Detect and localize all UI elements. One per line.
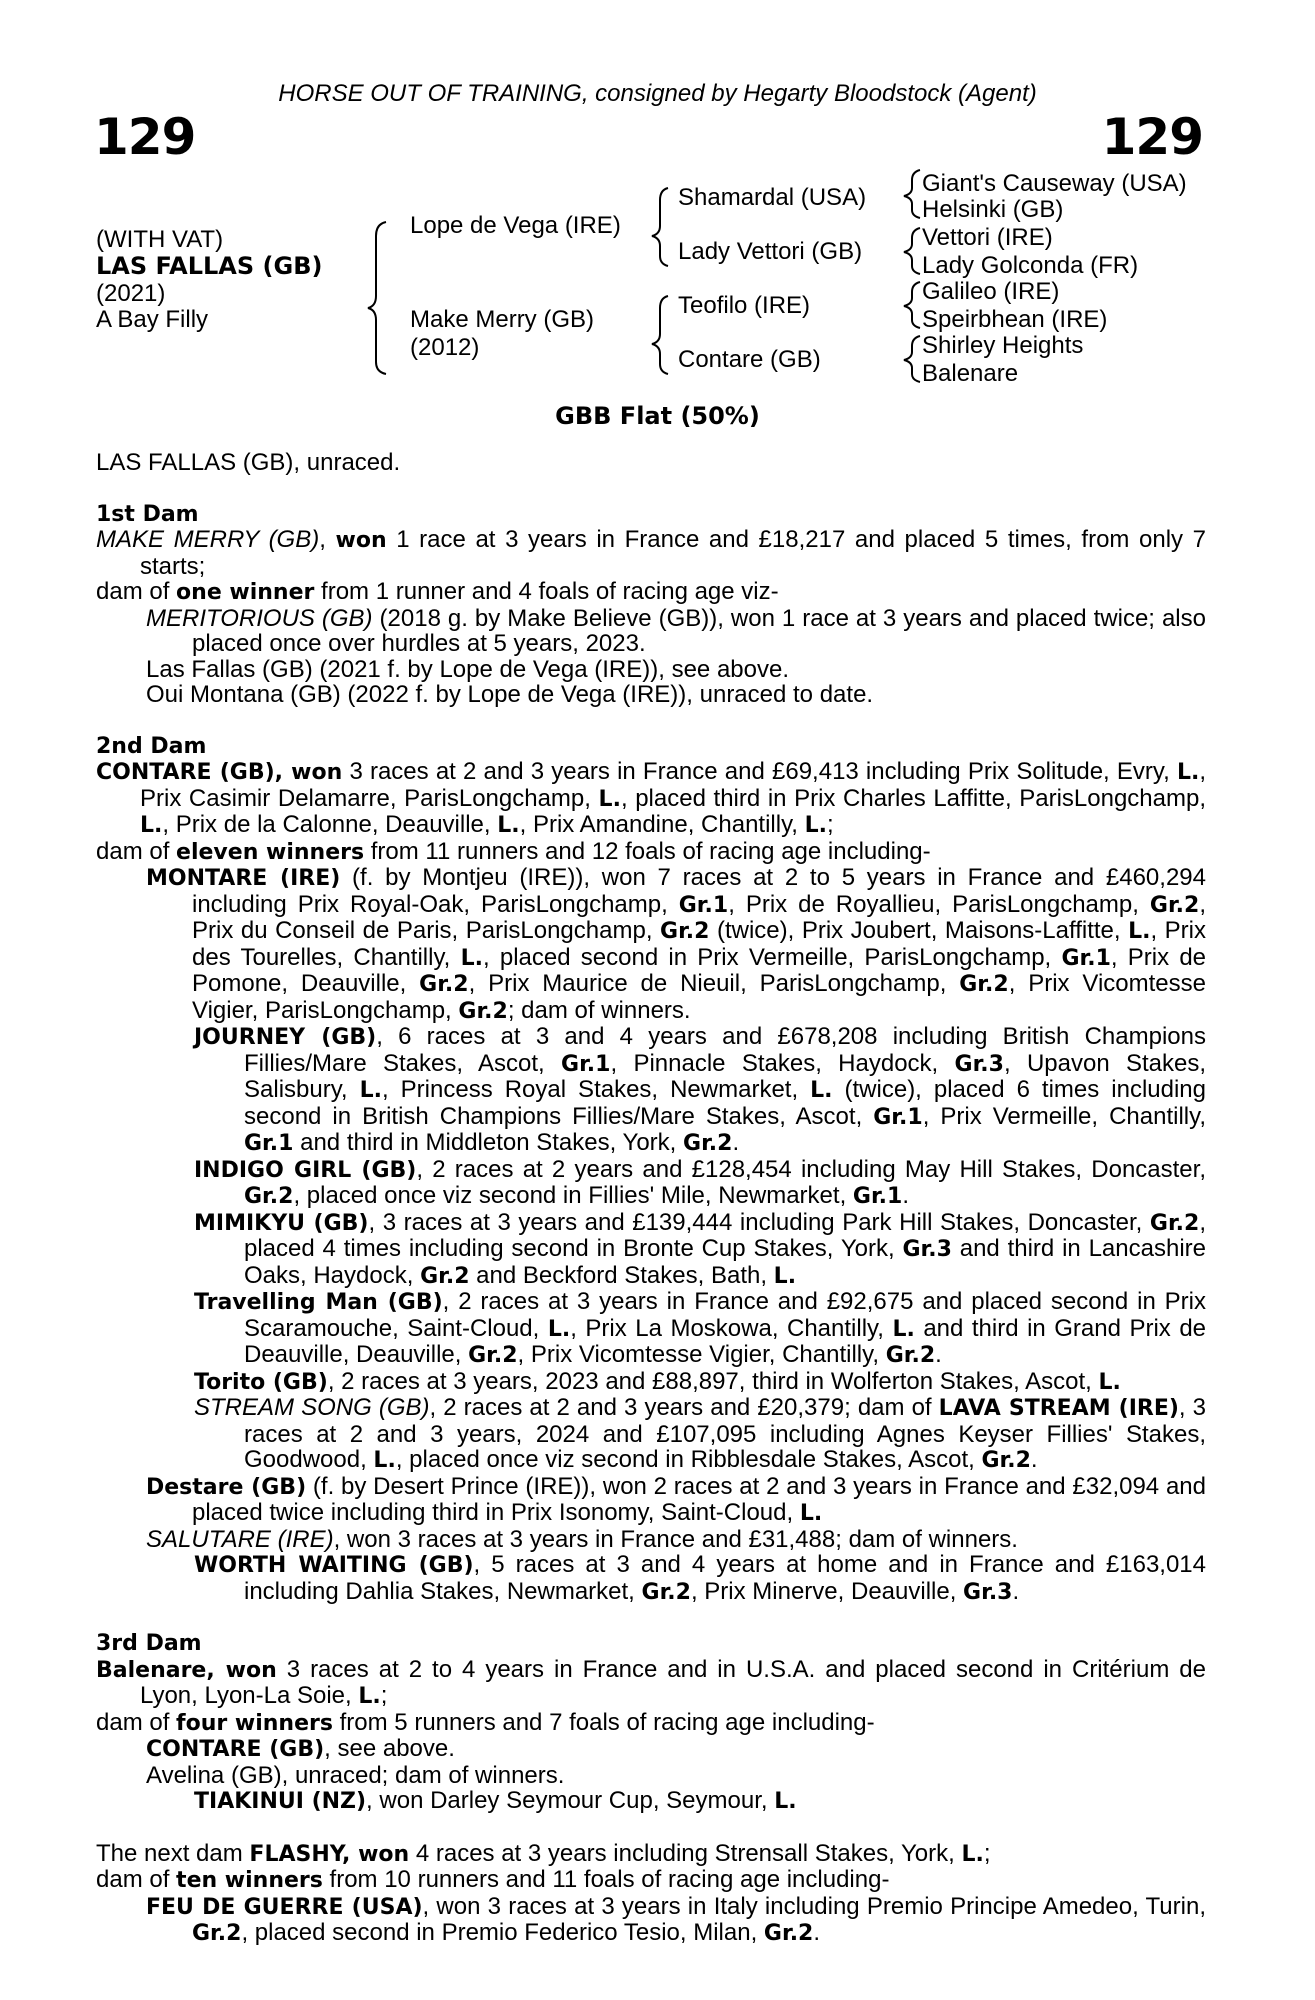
first-dam-entry: MAKE MERRY (GB), won 1 race at 3 years in France and £18,217 and placed 5 times, from only 7 starts; (96, 526, 1207, 580)
third-dam-title: 3rd Dam (96, 1631, 202, 1656)
produce-indigo-girl: INDIGO GIRL (GB), 2 races at 2 years and £128,454 including May Hill Stakes, Doncaster, Gr.2, placed once viz second in Fillies' Mile, Newmarket, Gr.1. (194, 1155, 1206, 1209)
produce-torito: Torito (GB), 2 races at 3 years, 2023 and £88,897, third in Wolferton Stakes, Ascot, L. (194, 1367, 1121, 1395)
next-dam-entry: The next dam FLASHY, won 4 races at 3 years including Strensall Stakes, York, L.; (96, 1839, 991, 1867)
second-dam-title: 2nd Dam (96, 733, 207, 759)
produce-montare: MONTARE (IRE) (f. by Montjeu (IRE)), won 7 races at 2 to 5 years in France and £460,294 including Prix Royal-Oak, ParisLongchamp, Gr.1, Prix de Royallieu, ParisLongchamp, Gr.2, Prix du Conseil de Paris, ParisLongchamp, Gr.2 (twice), Prix Joubert, Maisons-Laffitte, L., Prix des Tourelles, Chantilly, L., placed second in Prix Vermeille, ParisLongchamp, Gr.1, Prix de Pomone, Deauville, Gr.2, Prix Maurice de Nieuil, ParisLongchamp, Gr.2, Prix Vicomtesse Vigier, ParisLongchamp, Gr.2; dam of winners. (146, 864, 1207, 1024)
vat-note: (WITH VAT) (96, 226, 224, 253)
consignor-heading: HORSE OUT OF TRAINING, consigned by Hegarty Bloodstock (Agent) (278, 80, 1037, 107)
produce-salutare: SALUTARE (IRE), won 3 races at 3 years in France and £31,488; dam of winners. (146, 1525, 1018, 1553)
produce-tiakinui: TIAKINUI (NZ), won Darley Seymour Cup, Seymour, L. (194, 1787, 797, 1814)
grandsire-7: Shirley Heights (922, 332, 1084, 359)
dam-year: (2012) (410, 334, 480, 361)
sire-sire: Shamardal (USA) (678, 184, 867, 211)
produce-avelina: Avelina (GB), unraced; dam of winners. (146, 1761, 565, 1789)
produce-travelling-man: Travelling Man (GB), 2 races at 3 years in France and £92,675 and placed second in Prix Scaramouche, Saint-Cloud, L., Prix La Moskowa, Chantilly, L. and third in Grand Prix de Deauville, Deauville, Gr.2, Prix Vicomtesse Vigier, Chantilly, Gr.2. (194, 1288, 1207, 1368)
sire: Lope de Vega (IRE) (410, 212, 621, 239)
produce-destare: Destare (GB) (f. by Desert Prince (IRE)), won 2 races at 2 and 3 years in France and £32,094 and placed twice including third in Prix Isonomy, Saint-Cloud, L. (146, 1472, 1206, 1526)
grandsire-1: Giant's Causeway (USA) (922, 170, 1187, 197)
intro-line: LAS FALLAS (GB), unraced. (96, 449, 401, 476)
produce-oui-montana: Oui Montana (GB) (2022 f. by Lope de Vega (IRE)), unraced to date. (146, 681, 874, 708)
dam-sire: Teofilo (IRE) (678, 292, 811, 319)
granddam-8: Balenare (922, 360, 1019, 387)
lot-number-right: 129 (1101, 108, 1203, 166)
third-dam-produce-summary: dam of four winners from 5 runners and 7 foals of racing age including- (96, 1708, 875, 1736)
dam-dam: Contare (GB) (678, 346, 821, 373)
sire-dam: Lady Vettori (GB) (678, 238, 863, 265)
next-dam-produce-summary: dam of ten winners from 10 runners and 11 foals of racing age including- (96, 1866, 890, 1893)
produce-contare: CONTARE (GB), see above. (146, 1735, 455, 1762)
grandsire-5: Galileo (IRE) (922, 278, 1060, 305)
produce-journey: JOURNEY (GB), 6 races at 3 and 4 years and £678,208 including British Champions Fillies/Mare Stakes, Ascot, Gr.1, Pinnacle Stakes, Haydock, Gr.3, Upavon Stakes, Salisbury, L., Princess Royal Stakes, Newmarket, L. (twice), placed 6 times including second in British Champions Fillies/Mare Stakes, Ascot, Gr.1, Prix Vermeille, Chantilly, Gr.1 and third in Middleton Stakes, York, Gr.2. (194, 1023, 1207, 1156)
produce-stream-song: STREAM SONG (GB), 2 races at 2 and 3 years and £20,379; dam of LAVA STREAM (IRE), 3 races at 2 and 3 years, 2024 and £107,095 including Agnes Keyser Fillies' Stakes, Goodwood, L., placed once viz second in Ribblesdale Stakes, Ascot, Gr.2. (194, 1394, 1207, 1473)
grandsire-3: Vettori (IRE) (922, 224, 1053, 251)
dam: Make Merry (GB) (410, 306, 595, 333)
third-dam-entry: Balenare, won 3 races at 2 to 4 years in France and in U.S.A. and placed second in Critérium de Lyon, Lyon-La Soie, L.; (96, 1655, 1206, 1709)
granddam-2: Helsinki (GB) (922, 196, 1064, 223)
granddam-6: Speirbhean (IRE) (922, 306, 1108, 333)
catalogue-body (96, 450, 1206, 1947)
lot-number-left: 129 (94, 108, 196, 166)
horse-description: A Bay Filly (96, 306, 209, 333)
second-dam-produce-summary: dam of eleven winners from 11 runners and 12 foals of racing age including- (96, 837, 931, 865)
second-dam-entry: CONTARE (GB), won 3 races at 2 and 3 years in France and £69,413 including Prix Solitude, Evry, L., Prix Casimir Delamarre, ParisLongchamp, L., placed third in Prix Charles Laffitte, ParisLongchamp, L., Prix de la Calonne, Deauville, L., Prix Amandine, Chantilly, L.; (96, 758, 1207, 838)
pedigree-brackets (0, 0, 1315, 400)
first-dam-title: 1st Dam (96, 501, 199, 527)
first-dam-produce-summary: dam of one winner from 1 runner and 4 foals of racing age viz- (96, 578, 779, 605)
category-label: GBB Flat (50%) (555, 402, 760, 430)
horse-name: LAS FALLAS (GB) (96, 252, 323, 280)
produce-worth-waiting: WORTH WAITING (GB), 5 races at 3 and 4 years at home and in France and £163,014 including Dahlia Stakes, Newmarket, Gr.2, Prix Minerve, Deauville, Gr.3. (194, 1551, 1206, 1605)
produce-mimikyu: MIMIKYU (GB), 3 races at 3 years and £139,444 including Park Hill Stakes, Doncaster, Gr.2, placed 4 times including second in Bronte Cup Stakes, York, Gr.3 and third in Lancashire Oaks, Haydock, Gr.2 and Beckford Stakes, Bath, L. (194, 1208, 1207, 1289)
horse-year: (2021) (96, 280, 166, 307)
produce-meritorious: MERITORIOUS (GB) (2018 g. by Make Believe (GB)), won 1 race at 3 years and placed twice; also placed once over hurdles at 5 years, 2023. (146, 604, 1206, 657)
granddam-4: Lady Golconda (FR) (922, 252, 1139, 279)
produce-feu-de-guerre: FEU DE GUERRE (USA), won 3 races at 3 years in Italy including Premio Principe Amedeo, Turin, Gr.2, placed second in Premio Federico Tesio, Milan, Gr.2. (146, 1892, 1206, 1946)
produce-las-fallas: Las Fallas (GB) (2021 f. by Lope de Vega (IRE)), see above. (146, 655, 790, 683)
